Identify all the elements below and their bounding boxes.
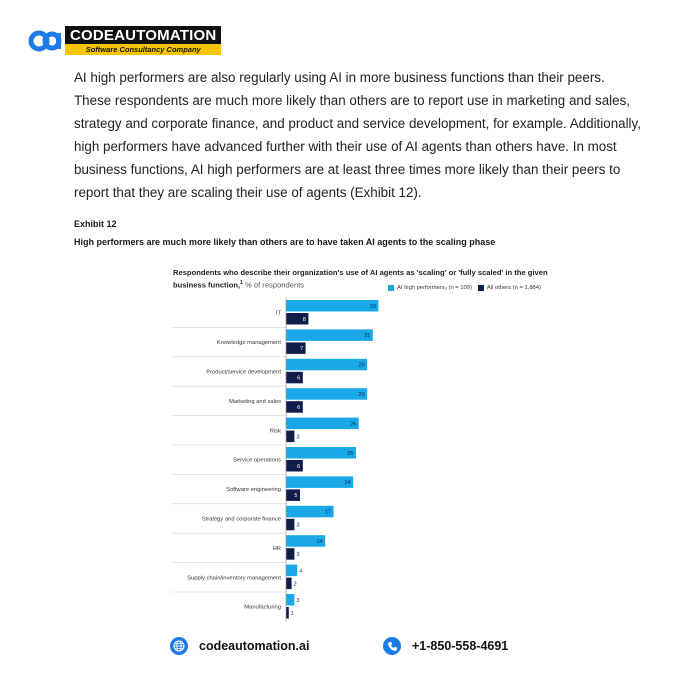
- data-label-risk-all-others: 3: [296, 434, 300, 441]
- chart-title-footnote: 1: [240, 280, 243, 286]
- data-label-strategy-and-corporate-finance-ai-high-performers: 17: [324, 509, 332, 516]
- category-label-marketing-and-sales: Marketing and sales: [229, 398, 281, 405]
- globe-icon: [170, 637, 188, 655]
- exhibit-number: Exhibit 12: [74, 219, 117, 229]
- data-label-supply-chain-inventory-management-all-others: 2: [293, 581, 297, 588]
- bar-supply-chain-inventory-management-ai-high-performers: [286, 565, 297, 577]
- phone-icon: [383, 637, 401, 655]
- legend-n-high-performers: (n = 109): [448, 285, 472, 291]
- bar-manufacturing-ai-high-performers: [286, 594, 294, 606]
- website-link[interactable]: codeautomation.ai: [199, 639, 310, 653]
- footer-website[interactable]: [170, 637, 309, 655]
- data-label-manufacturing-ai-high-performers: 3: [296, 597, 300, 604]
- data-label-it-all-others: 8: [302, 316, 306, 323]
- category-label-knowledge-management: Knowledge management: [216, 340, 281, 347]
- category-label-software-engineering: Software engineering: [226, 487, 281, 494]
- bar-plot: [170, 266, 562, 626]
- bar-knowledge-management-ai-high-performers: [286, 329, 373, 341]
- bar-hr-all-others: [286, 548, 294, 560]
- bar-software-engineering-all-others: [286, 489, 300, 501]
- category-label-manufacturing: Manufacturing: [244, 604, 281, 611]
- category-label-risk: Risk: [269, 428, 281, 435]
- bar-manufacturing-all-others: [286, 607, 289, 619]
- logo-mark-icon: [28, 30, 62, 52]
- category-label-product-service-development: Product/service development: [206, 369, 281, 376]
- footer-phone[interactable]: [383, 637, 508, 655]
- exhibit-title: High performers are much more likely than others are to have taken AI agents to the scaling phase: [74, 237, 496, 247]
- data-label-knowledge-management-ai-high-performers: 31: [364, 333, 371, 340]
- data-label-supply-chain-inventory-management-ai-high-performers: 4: [299, 568, 303, 575]
- legend-n-all-others: (n = 1,884): [512, 285, 541, 291]
- data-label-hr-ai-high-performers: 14: [316, 538, 323, 545]
- bar-service-operations-ai-high-performers: [286, 447, 356, 459]
- bar-strategy-and-corporate-finance-all-others: [286, 519, 294, 531]
- chart: [170, 266, 562, 626]
- intro-paragraph: AI high performers are also regularly using AI in more business functions than their peers. These respondents are much more likely than others are to report use in marketing and sales, strategy and corporate finance, and product and service development, for example. Additionally, high performers have advanced further with their use of AI agents than others have. In most business functions, AI high performers are at least three times more likely than their peers to report that they are scaling their use of agents (Exhibit 12).: [74, 70, 641, 200]
- bar-risk-ai-high-performers: [286, 418, 359, 430]
- legend-footnote-high-performers: 2: [444, 285, 447, 291]
- bar-it-ai-high-performers: [286, 300, 378, 312]
- data-label-knowledge-management-all-others: 7: [299, 346, 304, 353]
- category-label-it: IT: [275, 310, 281, 317]
- data-label-hr-all-others: 3: [296, 551, 300, 558]
- category-label-strategy-and-corporate-finance: Strategy and corporate finance: [201, 516, 281, 523]
- data-label-manufacturing-all-others: 1: [290, 610, 294, 617]
- data-label-service-operations-ai-high-performers: 25: [347, 450, 354, 457]
- category-label-hr: HR: [272, 545, 281, 552]
- data-label-risk-ai-high-performers: 26: [350, 421, 357, 428]
- bar-product-service-development-ai-high-performers: [286, 359, 367, 371]
- chart-title: Respondents who describe their organization's use of AI agents as 'scaling' or 'fully scaled' in the given business function,: [173, 268, 548, 290]
- data-label-it-ai-high-performers: 33: [369, 303, 376, 310]
- data-label-software-engineering-ai-high-performers: 24: [344, 480, 351, 487]
- bar-software-engineering-ai-high-performers: [286, 476, 353, 488]
- bar-marketing-and-sales-ai-high-performers: [286, 388, 367, 400]
- category-label-supply-chain-inventory-management: Supply chain/inventory management: [187, 575, 281, 582]
- chart-units: % of respondents: [245, 280, 305, 290]
- data-label-software-engineering-all-others: 5: [294, 493, 298, 500]
- bar-supply-chain-inventory-management-all-others: [286, 578, 292, 590]
- data-label-product-service-development-all-others: 6: [297, 375, 301, 382]
- data-label-marketing-and-sales-all-others: 6: [297, 404, 301, 411]
- category-label-service-operations: Service operations: [232, 457, 281, 464]
- brand-tagline: Software Consultancy Company: [65, 44, 221, 55]
- bar-risk-all-others: [286, 431, 294, 443]
- legend-label-high-performers: AI high performers: [397, 285, 445, 291]
- brand-logo: [28, 26, 221, 55]
- data-label-strategy-and-corporate-finance-all-others: 3: [296, 522, 300, 529]
- data-label-product-service-development-ai-high-performers: 29: [358, 362, 365, 369]
- data-label-service-operations-all-others: 6: [297, 463, 301, 470]
- legend-label-all-others: All others: [486, 285, 512, 291]
- data-label-marketing-and-sales-ai-high-performers: 29: [358, 391, 365, 398]
- brand-name: CODEAUTOMATION: [65, 26, 221, 44]
- phone-number[interactable]: +1-850-558-4691: [412, 639, 509, 653]
